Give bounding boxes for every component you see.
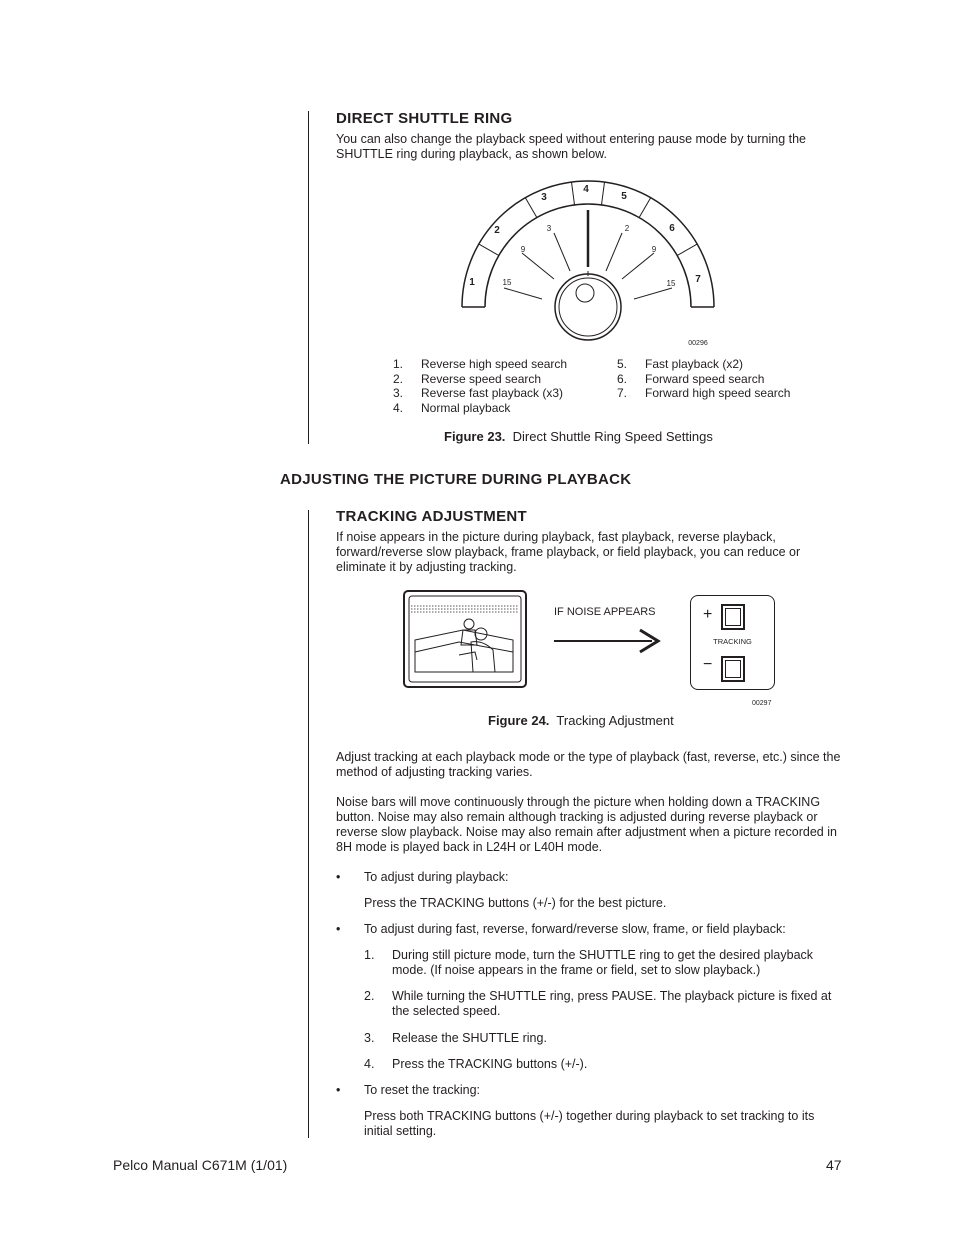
margin-rule-top: [308, 111, 309, 444]
bullet-marker: •: [336, 922, 341, 936]
legend-list-left: [393, 357, 567, 415]
legend-item: 2. Reverse speed search: [393, 371, 542, 386]
figure-23-caption: Figure 23. Direct Shuttle Ring Speed Settings: [444, 429, 713, 444]
legend-item: 4. Normal playback: [393, 400, 511, 415]
intro-paragraph: You can also change the playback speed without entering pause mode by turning the SHUTTLE ring during playback, as shown below.: [336, 132, 807, 161]
bullet-item-3: To reset the tracking:: [364, 1083, 481, 1097]
legend-item: 6. Forward speed search: [617, 371, 765, 386]
monitor-illustration: [403, 590, 527, 688]
bullet-item-1-detail: Press the TRACKING buttons (+/-) for the best picture.: [364, 896, 667, 910]
ring-number-5: 5: [621, 191, 627, 202]
step-2: 2. While turning the SHUTTLE ring, press PAUSE. The playback picture is fixed at the selected speed.: [364, 989, 832, 1018]
tracking-minus-button[interactable]: [721, 656, 745, 682]
bullet-item-2: To adjust during fast, reverse, forward/reverse slow, frame, or field playback:: [364, 922, 786, 936]
shuttle-ring-diagram: [450, 175, 730, 355]
figure-code-00296: 00296: [688, 340, 708, 347]
ring-number-4: 4: [583, 184, 589, 195]
section-heading-direct-shuttle-ring: DIRECT SHUTTLE RING: [336, 110, 513, 127]
step-4: 4. Press the TRACKING buttons (+/-).: [364, 1057, 588, 1071]
legend-list-right: [617, 357, 790, 401]
ring-number-1: 1: [469, 277, 475, 288]
body-paragraph-1: Adjust tracking at each playback mode or the type of playback (fast, reverse, etc.) since the method of adjusting tracking varies.: [336, 750, 841, 779]
legend-item: 1. Reverse high speed search: [393, 357, 568, 371]
bullet-marker: •: [336, 870, 341, 884]
bullet-marker: •: [336, 1083, 341, 1097]
inner-label-9-right: 9: [651, 245, 657, 254]
figure-24-caption: Figure 24. Tracking Adjustment: [488, 713, 674, 728]
legend-item: 5. Fast playback (x2): [617, 357, 744, 371]
figure-code-00297: 00297: [752, 700, 772, 707]
section-heading-tracking-adjustment: TRACKING ADJUSTMENT: [336, 508, 527, 525]
ring-number-3: 3: [541, 192, 547, 203]
step-1: 1. During still picture mode, turn the SHUTTLE ring to get the desired playback mode. (If noise appears in the frame or field, set to slow playback.): [364, 948, 814, 977]
inner-label-15-left: 15: [502, 278, 512, 287]
ring-number-7: 7: [695, 274, 701, 285]
tracking-plus-button[interactable]: [721, 604, 745, 630]
legend-item: 3. Reverse fast playback (x3): [393, 386, 564, 400]
if-noise-appears-label: IF NOISE APPEARS: [554, 606, 656, 618]
body-paragraph-2: Noise bars will move continuously through the picture when holding down a TRACKING button. Noise may also remain although tracking is adjusted during reverse playback or reverse slow playback. Noise may also remain after adjustment when a picture recorded in 8H mode is played back in L24H or L40H mode.: [336, 795, 837, 854]
section-heading-adjusting-picture: ADJUSTING THE PICTURE DURING PLAYBACK: [280, 471, 632, 488]
ring-number-2: 2: [494, 225, 500, 236]
inner-label-15-right: 15: [666, 279, 676, 288]
inner-label-9-left: 9: [520, 245, 526, 254]
tracking-panel: [690, 595, 775, 690]
margin-rule-bottom: [308, 510, 309, 1138]
step-3: 3. Release the SHUTTLE ring.: [364, 1031, 547, 1045]
legend-item: 7. Forward high speed search: [617, 386, 791, 400]
inner-label-3: 3: [546, 224, 552, 233]
ring-number-6: 6: [669, 223, 675, 234]
bullet-item-1: To adjust during playback:: [364, 870, 509, 884]
footer-manual-id: Pelco Manual C671M (1/01): [113, 1157, 288, 1173]
inner-label-2: 2: [624, 224, 630, 233]
tracking-label: TRACKING: [713, 637, 752, 646]
tracking-intro-paragraph: If noise appears in the picture during playback, fast playback, reverse playback, forward/reverse slow playback, frame playback, or field playback, you can reduce or eliminate it by adjusting tracking.: [336, 530, 801, 574]
page-number: 47: [826, 1157, 842, 1173]
minus-sign: −: [703, 656, 713, 673]
plus-sign: +: [703, 606, 713, 623]
right-arrow-icon: [552, 626, 664, 656]
bullet-item-3-detail: Press both TRACKING buttons (+/-) together during playback to set tracking to its initial setting.: [364, 1109, 815, 1138]
